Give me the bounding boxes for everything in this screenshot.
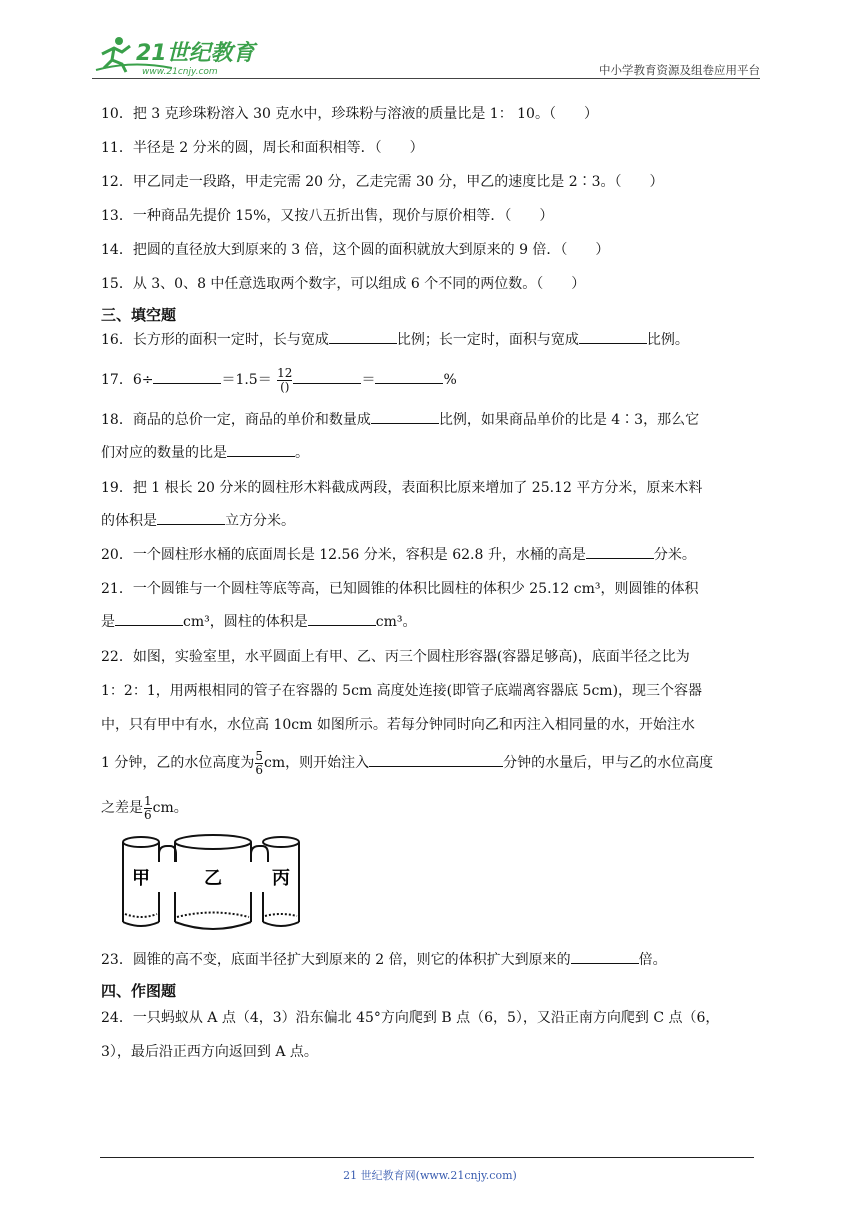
page-header <box>92 34 760 78</box>
cylinders-figure <box>118 832 304 932</box>
platform-name: 中小学教育资源及组卷应用平台 <box>599 63 760 77</box>
svg-text:21世纪教育: 21世纪教育 <box>136 41 255 66</box>
question-20: 20．一个圆柱形水桶的底面周长是 12.56 分米，容积是 62.8 升，水桶的高是 分米。 <box>101 537 764 573</box>
header-divider <box>92 78 760 79</box>
svg-text:丙: 丙 <box>272 868 290 889</box>
question-19-line2: 的体积是 立方分米。 <box>101 503 764 539</box>
answer-blank[interactable] <box>371 407 439 424</box>
footer-text[interactable]: 21 世纪教育网(www.21cnjy.com) <box>343 1169 517 1182</box>
svg-text:www.21cnjy.com: www.21cnjy.com <box>142 67 218 77</box>
question-10: 10．把 3 克珍珠粉溶入 30 克水中，珍珠粉与溶液的质量比是 1： 10。（ ） <box>101 106 598 122</box>
question-21-line2: 是 cm³，圆柱的体积是 cm³。 <box>101 604 764 640</box>
answer-blank[interactable] <box>586 542 654 559</box>
question-12: 12．甲乙同走一段路，甲走完需 20 分，乙走完需 30 分，甲乙的速度比是 2∶3。（ ） <box>101 174 664 190</box>
section-heading-drawing: 四、作图题 <box>101 982 177 1000</box>
question-14: 14．把圆的直径放大到原来的 3 倍，这个圆的面积就放大到原来的 9 倍．（ ） <box>101 242 610 258</box>
answer-blank[interactable] <box>153 367 221 384</box>
question-13: 13．一种商品先提价 15%，又按八五折出售，现价与原价相等．（ ） <box>101 208 554 224</box>
answer-blank[interactable] <box>571 947 639 964</box>
question-22-line4: 1 分钟，乙的水位高度为 $\frac{5}{6}$ cm，则开始注入 分钟的水量后，甲与乙的水位高度 <box>101 748 714 777</box>
site-logo <box>92 34 262 78</box>
question-22-line2: 1：2：1，用两根相同的管子在容器的 5cm 高度处连接(即管子底端离容器底 5cm)，现三个容器 <box>101 683 703 699</box>
question-24-line2: 3），最后沿正西方向返回到 A 点。 <box>101 1044 318 1060</box>
question-23: 23．圆锥的高不变，底面半径扩大到原来的 2 倍，则它的体积扩大到原来的 倍。 <box>101 942 764 978</box>
answer-blank[interactable] <box>227 440 295 457</box>
question-17: 17．6÷ ＝1.5＝ $\frac{12}{()}$ ＝ % <box>101 365 457 394</box>
question-19-line1: 19．把 1 根长 20 分米的圆柱形木料截成两段，表面积比原来增加了 25.12 平方分米，原来木料 <box>101 480 703 496</box>
question-15: 15．从 3、0、8 中任意选取两个数字，可以组成 6 个不同的两位数。（ ） <box>101 276 586 292</box>
answer-blank[interactable] <box>375 367 443 384</box>
question-22-line1: 22．如图，实验室里，水平圆面上有甲、乙、丙三个圆柱形容器(容器足够高)，底面半径之比为 <box>101 649 690 665</box>
section-heading-fill-blank: 三、填空题 <box>101 306 177 324</box>
answer-blank[interactable] <box>115 609 183 626</box>
question-22-line5: 之差是 $\frac{1}{6}$ cm。 <box>101 793 188 822</box>
answer-blank[interactable] <box>579 327 647 344</box>
footer-divider <box>100 1157 754 1158</box>
question-18-line2: 们对应的数量的比是 。 <box>101 435 764 471</box>
fraction: $\frac{1}{6}$ <box>144 793 152 822</box>
question-21-line1: 21．一个圆锥与一个圆柱等底等高，已知圆锥的体积比圆柱的体积少 25.12 cm³，则圆锥的体积 <box>101 581 699 597</box>
answer-blank[interactable] <box>157 508 225 525</box>
question-11: 11．半径是 2 分米的圆，周长和面积相等．（ ） <box>101 140 424 156</box>
answer-blank[interactable] <box>293 367 361 384</box>
svg-text:乙: 乙 <box>204 868 222 889</box>
svg-text:甲: 甲 <box>132 868 150 889</box>
fraction: $\frac{5}{6}$ <box>255 748 263 777</box>
fraction: $\frac{12}{()}$ <box>277 365 293 394</box>
answer-blank[interactable] <box>308 609 376 626</box>
answer-blank[interactable] <box>369 750 503 767</box>
question-22-line3: 中，只有甲中有水，水位高 10cm 如图所示。若每分钟同时向乙和丙注入相同量的水，开始注水 <box>101 717 695 733</box>
question-18-line1: 18．商品的总价一定，商品的单价和数量成 比例，如果商品单价的比是 4∶3，那么它 <box>101 402 764 438</box>
answer-blank[interactable] <box>329 327 397 344</box>
question-16: 16．长方形的面积一定时，长与宽成 比例；长一定时，面积与宽成 比例。 <box>101 322 764 358</box>
question-24-line1: 24．一只蚂蚁从 A 点（4，3）沿东偏北 45°方向爬到 B 点（6，5），又沿正南方向爬到 C 点（6， <box>101 1010 720 1026</box>
